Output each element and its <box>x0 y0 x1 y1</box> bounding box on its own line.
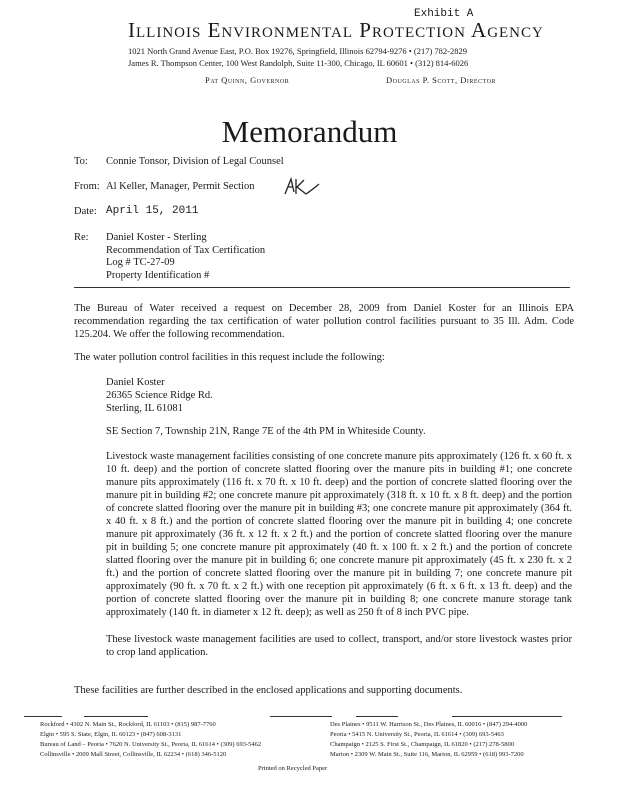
re-label: Re: <box>74 232 89 243</box>
facilities-description: Livestock waste management facilities consisting of one concrete manure pits approximately (126 ft. x 60 ft. x 10 ft. deep) and the portion of concrete slatted flooring over the manure pits in building #1; one concrete manure pits approximately (116 ft. x 70 ft. x 10 ft. deep) and the portion of concrete slatted flooring over the manure pit in building #2; one concrete manure pit approximately (318 ft. x 10 ft. x 8 ft. deep) and the portion of concrete slatted flooring over the manure pit in building #3; one concrete manure pit approximately (364 ft. x 40 ft. x 8 ft.) and the portion of concrete slatted flooring over the manure pit in building 4; one concrete manure pit approximately (36 ft. x 12 ft. x 2 ft.) and the portion of concrete slatted flooring over the manure pit in building 5; one concrete manure pit approximately (40 ft. x 100 ft. x 2 ft.) and the portion of concrete slatted flooring over the manure pit in building 6; one concrete manure pit approximately (45 ft. x 230 ft. x 2 ft.) and the portion of concrete slatted flooring over the manure pit in building 7; one concrete manure pit approximately (90 ft. x 70 ft. x 2 ft.) with one reception pit approximately (6 ft. x 6 ft. x 13 ft. deep) and the portion of concrete slatted flooring over the manure pit in building 8; one concrete manure storage tank approximately (140 ft. in diameter x 12 ft. deep); as well as 250 ft of 8 inch PVC pipe. <box>106 451 572 618</box>
closing-paragraph: These facilities are further described in the enclosed applications and supporting documents. <box>74 685 463 696</box>
from-sender: Al Keller, Manager, Permit Section <box>106 181 255 192</box>
footer-office: Rockford • 4302 N. Main St., Rockford, IL 61103 • (815) 987-7760 <box>40 721 216 728</box>
re-line: Log # TC-27-09 <box>106 257 175 268</box>
footer-office: Bureau of Land – Peoria • 7620 N. University St., Peoria, IL 61614 • (309) 693-5462 <box>40 741 262 748</box>
owner-line: Sterling, IL 61081 <box>106 403 183 414</box>
footer-divider <box>84 716 148 717</box>
memo-title: Memorandum <box>221 114 398 149</box>
recycled-paper-note: Printed on Recycled Paper <box>258 765 328 772</box>
exhibit-label: Exhibit A <box>414 8 474 20</box>
footer-office: Peoria • 5415 N. University St., Peoria, IL 61614 • (309) 693-5463 <box>330 731 504 738</box>
footer-offices-right <box>330 720 527 760</box>
agency-address-springfield: 1021 North Grand Avenue East, P.O. Box 19276, Springfield, Illinois 62794-9276 • (217) 782-2829 <box>128 46 468 56</box>
footer-divider <box>24 716 62 717</box>
owner-line: Daniel Koster <box>106 377 165 388</box>
to-recipient: Connie Tonsor, Division of Legal Counsel <box>106 156 284 167</box>
location-description: SE Section 7, Township 21N, Range 7E of the 4th PM in Whiteside County. <box>106 426 426 437</box>
footer-office: Champaign • 2125 S. First St., Champaign, IL 61820 • (217) 278-5800 <box>330 741 514 748</box>
footer-office: Collinsville • 2009 Mall Street, Collinsville, IL 62234 • (618) 346-5120 <box>40 751 227 758</box>
owner-line: 26365 Science Ridge Rd. <box>106 390 213 401</box>
footer-office: Des Plaines • 9511 W. Harrison St., Des Plaines, IL 60016 • (847) 294-4000 <box>330 721 528 728</box>
re-line: Daniel Koster - Sterling <box>106 232 207 243</box>
footer-office: Elgin • 595 S. State, Elgin, IL 60123 • (847) 608-3131 <box>40 731 182 738</box>
director-name: Douglas P. Scott, Director <box>386 75 496 85</box>
footer-divider <box>452 716 562 717</box>
footer-office: Marion • 2309 W. Main St., Suite 116, Marion, IL 62959 • (618) 993-7200 <box>330 751 524 758</box>
footer-divider <box>356 716 398 717</box>
intro-paragraph: The Bureau of Water received a request on December 28, 2009 from Daniel Koster for an Illinois EPA recommendation regarding the tax certification of water pollution control facilities pursuant to 35 Ill. Adm. Code 125.204. We offer the following recommendation. <box>74 303 574 340</box>
agency-name: Illinois Environmental Protection Agency <box>128 18 544 42</box>
usage-paragraph: These livestock waste management facilities are used to collect, transport, and/or store livestock wastes prior to crop land application. <box>106 634 572 658</box>
memo-date: April 15, 2011 <box>106 205 199 217</box>
re-block <box>106 232 265 282</box>
re-line: Property Identification # <box>106 269 210 281</box>
owner-address <box>106 376 213 415</box>
governor-name: Pat Quinn, Governor <box>205 75 290 85</box>
date-label: Date: <box>74 206 97 217</box>
header-divider <box>74 287 570 288</box>
re-line: Recommendation of Tax Certification <box>106 244 266 256</box>
agency-address-chicago: James R. Thompson Center, 100 West Randolph, Suite 11-300, Chicago, IL 60601 • (312) 814-6026 <box>128 58 469 68</box>
footer-divider <box>270 716 332 717</box>
to-label: To: <box>74 156 88 167</box>
from-label: From: <box>74 181 100 192</box>
signature-initials <box>282 176 322 198</box>
footer-offices-left <box>40 720 261 760</box>
facilities-intro: The water pollution control facilities in this request include the following: <box>74 352 385 363</box>
